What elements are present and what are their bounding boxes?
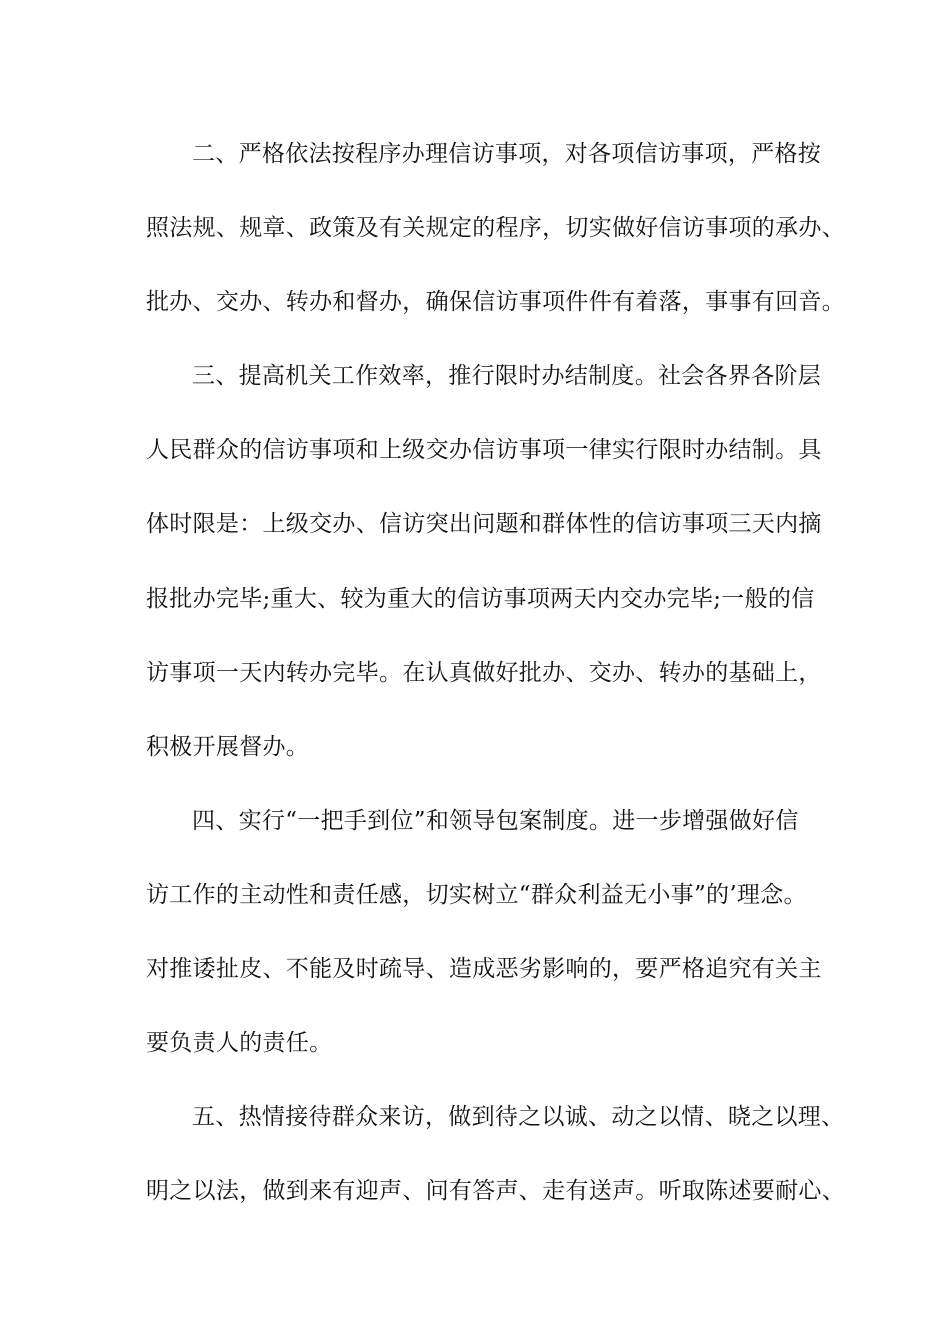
paragraph-5-line-2: 明之以法，做到来有迎声、问有答声、走有送声。听取陈述要耐心、 bbox=[146, 1178, 845, 1204]
paragraph-2-line-1: 二、严格依法按程序办理信访事项，对各项信访事项，严格按 bbox=[192, 141, 822, 167]
paragraph-4-line-2: 访工作的主动性和责任感，切实树立“群众利益无小事”的’理念。 bbox=[146, 882, 807, 908]
paragraph-2-line-2: 照法规、规章、政策及有关规定的程序，切实做好信访事项的承办、 bbox=[146, 215, 845, 241]
paragraph-3-line-2: 人民群众的信访事项和上级交办信访事项一律实行限时办结制。具 bbox=[146, 437, 822, 463]
paragraph-5-line-1: 五、热情接待群众来访，做到待之以诚、动之以情、晓之以理、 bbox=[192, 1104, 845, 1130]
paragraph-3-line-4: 报批办完毕;重大、较为重大的信访事项两天内交办完毕;一般的信 bbox=[146, 586, 815, 612]
paragraph-3-line-1: 三、提高机关工作效率，推行限时办结制度。社会各界各阶层 bbox=[192, 363, 822, 389]
paragraph-3-line-3: 体时限是：上级交办、信访突出问题和群体性的信访事项三天内摘 bbox=[146, 511, 822, 537]
paragraph-4-line-4: 要负责人的责任。 bbox=[146, 1030, 333, 1056]
paragraph-3-line-5: 访事项一天内转办完毕。在认真做好批办、交办、转办的基础上， bbox=[146, 660, 822, 686]
paragraph-4-line-1: 四、实行“一把手到位”和领导包案制度。进一步增强做好信 bbox=[192, 808, 799, 834]
paragraph-2-line-3: 批办、交办、转办和督办，确保信访事项件件有着落，事事有回音。 bbox=[146, 289, 845, 315]
paragraph-3-line-6: 积极开展督办。 bbox=[146, 734, 310, 760]
paragraph-4-line-3: 对推诿扯皮、不能及时疏导、造成恶劣影响的，要严格追究有关主 bbox=[146, 956, 822, 982]
